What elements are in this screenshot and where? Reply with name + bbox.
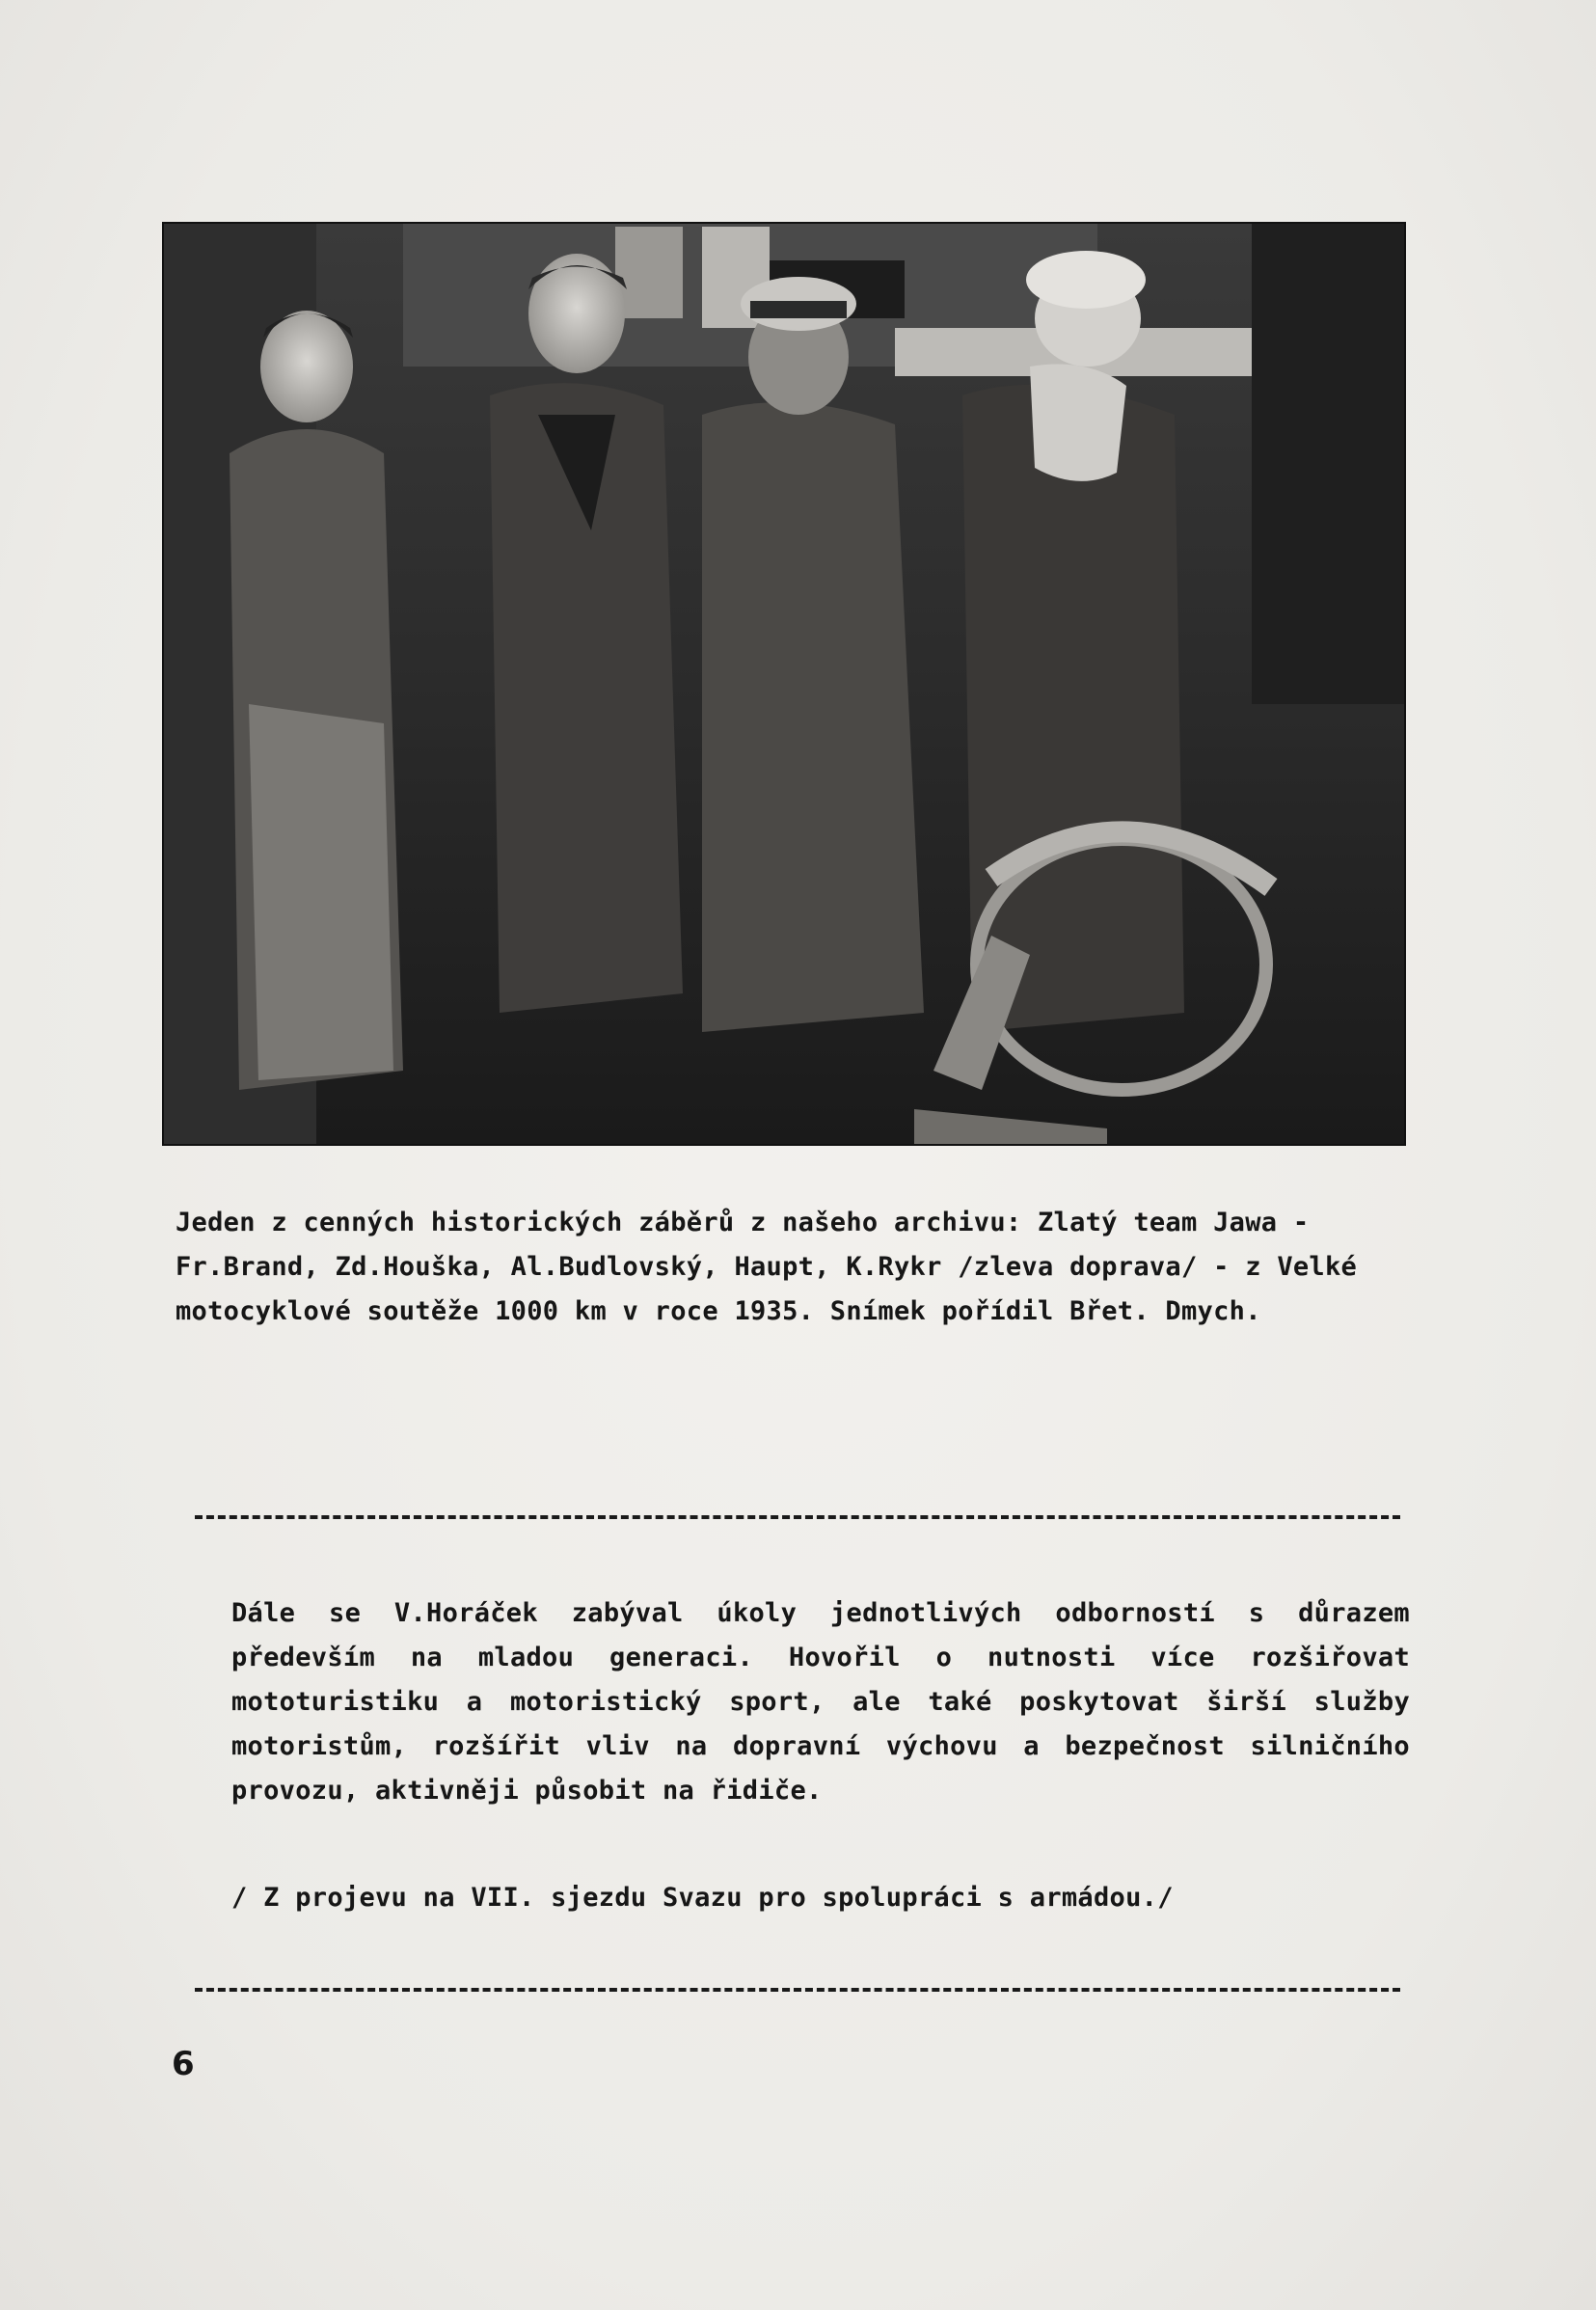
historical-photo — [162, 222, 1406, 1146]
body-paragraph: Dále se V.Horáček zabýval úkoly jednotlivých odborností s důrazem především na mladou generaci. Hovořil o nutnosti více rozšiřovat mototuristiku a motoristický sport, ale také poskytovat širší služby motoristům, rozšířit vliv na dopravní výchovu a bezpečnost silničního provozu, aktivněji působit na řidiče. — [231, 1598, 1410, 1806]
page-number: 6 — [172, 2045, 195, 2083]
dashed-divider-bottom — [195, 1988, 1400, 1992]
source-note: / Z projevu na VII. sjezdu Svazu pro spolupráci s armádou./ — [231, 1883, 1174, 1913]
photo-caption: Jeden z cenných historických záběrů z našeho archivu: Zlatý team Jawa - Fr.Brand, Zd.Houška, Al.Budlovský, Haupt, K.Rykr /zleva doprava/ - z Velké motocyklové soutěže 1000 km v roce 1935. Snímek pořídil Břet. Dmych. — [176, 1208, 1373, 1326]
photo-illustration — [162, 222, 1406, 1146]
dashed-divider-top — [195, 1515, 1400, 1519]
